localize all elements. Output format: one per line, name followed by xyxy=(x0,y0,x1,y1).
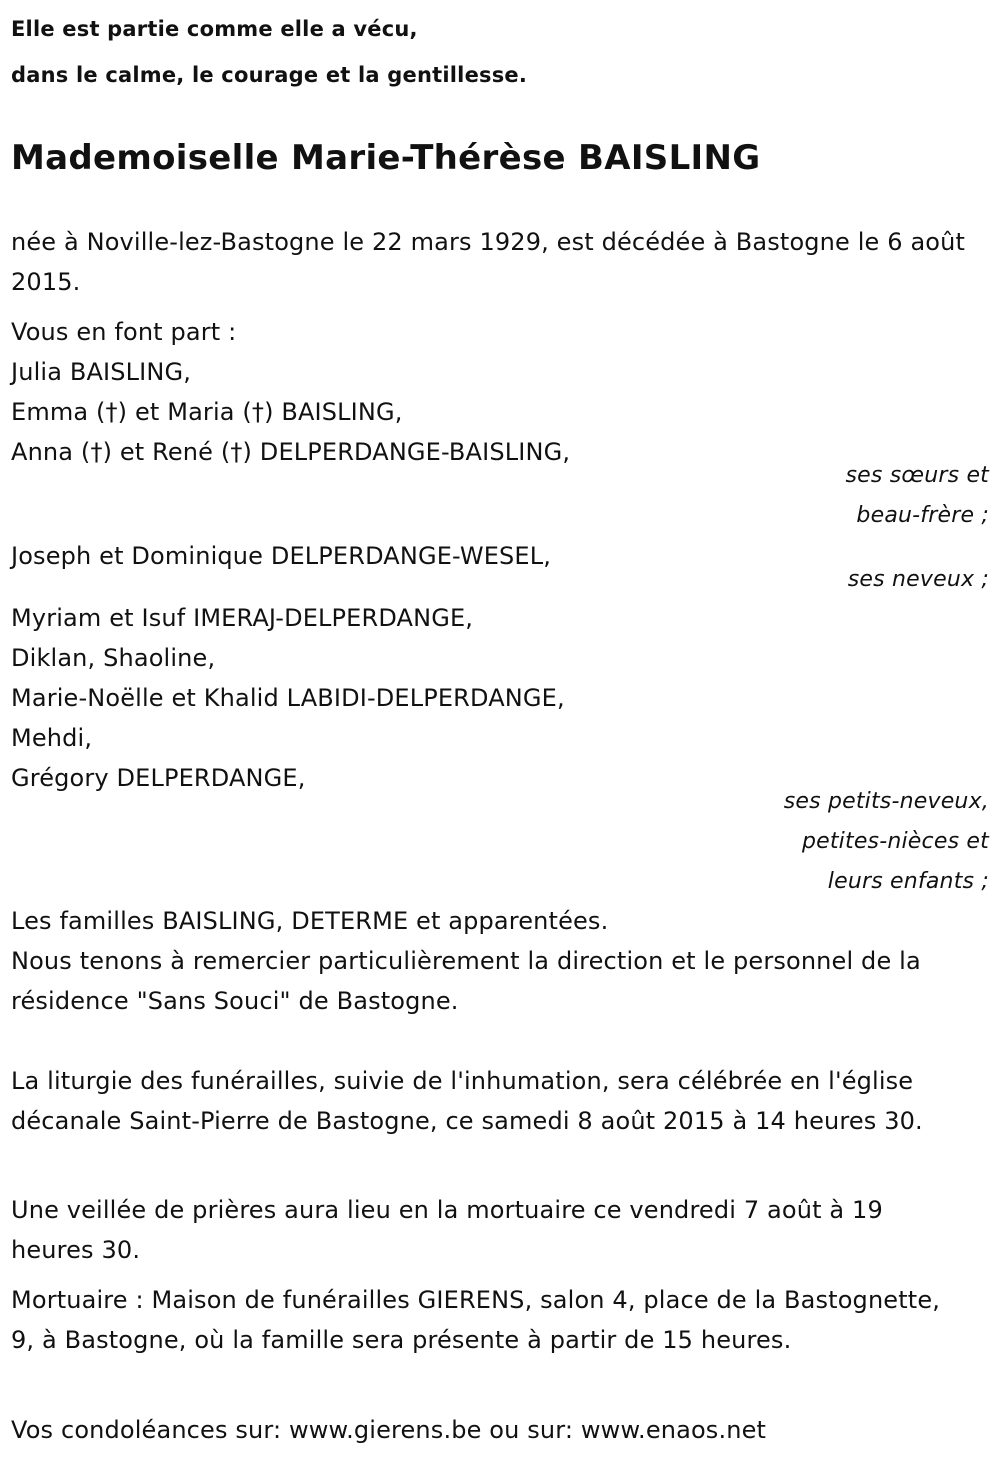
intro-text: Vous en font part : xyxy=(11,318,237,346)
condolences-text: Vos condoléances sur: www.gierens.be ou sur: www.enaos.net xyxy=(11,1416,767,1444)
relation-line: ses petits-neveux, xyxy=(783,789,989,814)
thanks-text: Nous tenons à remercier particulièrement la direction et le personnel de la résidence "Sans Souci" de Bastogne. xyxy=(11,947,921,1015)
motto xyxy=(11,6,527,98)
page-title: Mademoiselle Marie-Thérèse BAISLING xyxy=(11,138,761,178)
nephews-relation xyxy=(11,560,989,600)
nephew-name: Joseph et Dominique DELPERDANGE-WESEL, xyxy=(11,542,552,570)
motto-line-1: Elle est partie comme elle a vécu, xyxy=(11,17,418,41)
grandnephew-name: Mehdi, xyxy=(11,724,93,752)
sister-name-1: Julia BAISLING, xyxy=(11,358,192,386)
families-text: Les familles BAISLING, DETERME et apparentées. xyxy=(11,907,609,935)
motto-line-2: dans le calme, le courage et la gentillesse. xyxy=(11,63,528,87)
relation-line: petites-nièces et xyxy=(801,829,989,854)
announcement-section xyxy=(11,312,989,472)
grandnephews-relation xyxy=(11,782,989,902)
birth-death-statement: née à Noville-lez-Bastogne le 22 mars 1929, est décédée à Bastogne le 6 août 2015. xyxy=(11,228,966,296)
liturgy-text: La liturgie des funérailles, suivie de l'inhumation, sera célébrée en l'église décanale Saint-Pierre de Bastogne, ce samedi 8 août 2015 à 14 heures 30. xyxy=(11,1067,923,1135)
sister-name-3: Anna (†) et René (†) DELPERDANGE-BAISLING, xyxy=(11,438,571,466)
sisters-relation xyxy=(11,456,989,536)
relation-line: ses neveux ; xyxy=(847,567,989,592)
grandnephew-name: Grégory DELPERDANGE, xyxy=(11,764,306,792)
vigil-text: Une veillée de prières aura lieu en la mortuaire ce vendredi 7 août à 19 heures 30. xyxy=(11,1196,883,1264)
relation-line: ses sœurs et xyxy=(845,463,989,488)
relation-line: beau-frère ; xyxy=(856,503,989,528)
sister-name-2: Emma (†) et Maria (†) BAISLING, xyxy=(11,398,403,426)
mortuary-text: Mortuaire : Maison de funérailles GIERENS, salon 4, place de la Bastognette, 9, à Bastogne, où la famille sera présente à partir de 15 heures. xyxy=(11,1286,941,1354)
relation-line: leurs enfants ; xyxy=(827,869,989,894)
grandnephew-name: Myriam et Isuf IMERAJ-DELPERDANGE, xyxy=(11,604,474,632)
grandnephews-section xyxy=(11,598,989,798)
families-and-thanks xyxy=(11,901,989,1021)
grandnephew-name: Marie-Noëlle et Khalid LABIDI-DELPERDANGE, xyxy=(11,684,565,712)
grandnephew-name: Diklan, Shaoline, xyxy=(11,644,216,672)
